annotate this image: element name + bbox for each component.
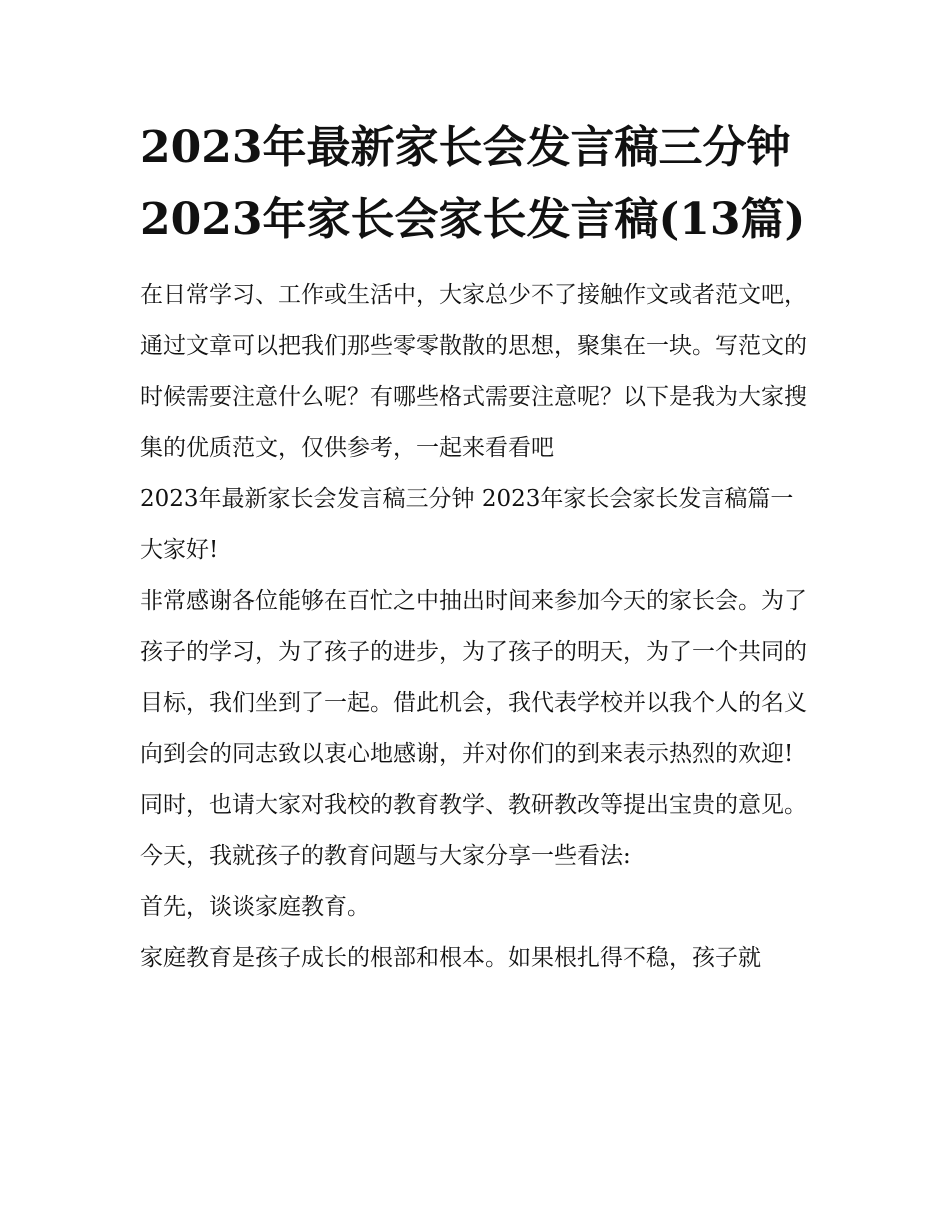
document-page [140, 112, 812, 984]
paragraph-section-heading: 2023年最新家长会发言稿三分钟 2023年家长会家长发言稿篇一 大家好! [140, 486, 794, 563]
document-title: 2023年最新家长会发言稿三分钟 2023年家长会家长发言稿(13篇) [140, 122, 806, 245]
paragraph-family-education: 家庭教育是孩子成长的根部和根本。如果根扎得不稳，孩子就 [140, 945, 761, 971]
paragraph-intro: 在日常学习、工作或生活中，大家总少不了接触作文或者范文吧，通过文章可以把我们那些零零散散的思想，聚集在一块。写范文的时候需要注意什么呢？有哪些格式需要注意呢？以下是我为大家搜集的优质范文，仅供参考，一起来看看吧 [140, 282, 807, 461]
document-body [140, 270, 812, 984]
paragraph-family-education-heading: 首先，谈谈家庭教育。 [140, 894, 370, 920]
paragraph-thanks: 非常感谢各位能够在百忙之中抽出时间来参加今天的家长会。为了孩子的学习，为了孩子的进步，为了孩子的明天，为了一个共同的目标，我们坐到了一起。借此机会，我代表学校并以我个人的名义向到会的同志致以衷心地感谢，并对你们的到来表示热烈的欢迎!同时，也请大家对我校的教育教学、教研教改等提出宝贵的意见。今天，我就孩子的教育问题与大家分享一些看法: [140, 588, 807, 869]
